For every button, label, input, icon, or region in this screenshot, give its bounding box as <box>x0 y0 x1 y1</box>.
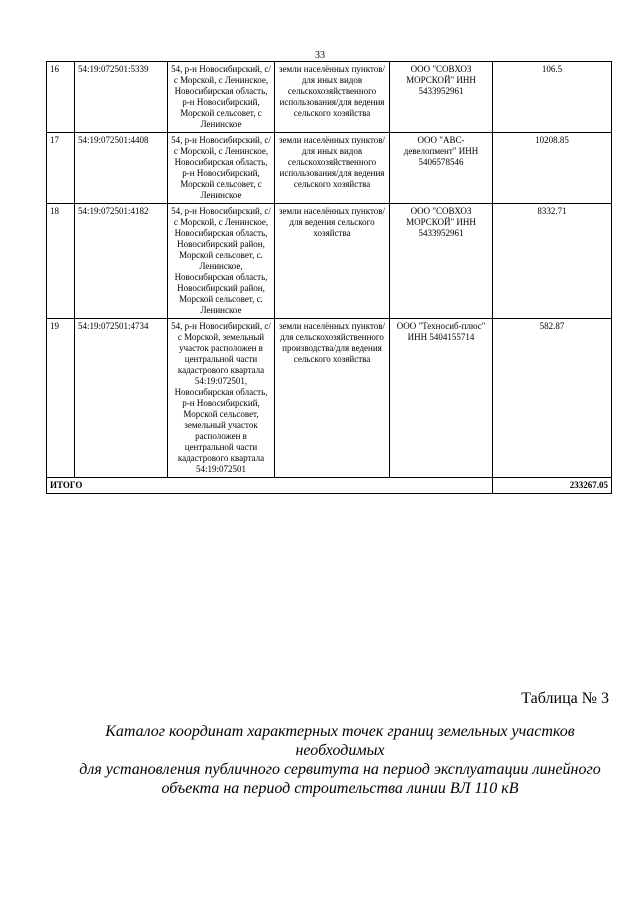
table-row <box>47 204 612 319</box>
land-category: земли населённых пунктов/для иных видов сельскохозяйственного использования/для ведения сельского хозяйства <box>275 133 390 204</box>
plot-address: 54, р-н Новосибирский, с/с Морской, с Ленинское, Новосибирская область, р-н Новосибирский, Морской сельсовет, с Ленинское <box>168 62 275 133</box>
owner: ООО "СОВХОЗ МОРСКОЙ" ИНН 5433952961 <box>390 62 493 133</box>
land-category: земли населённых пунктов/для иных видов сельскохозяйственного использования/для ведения сельского хозяйства <box>275 62 390 133</box>
area: 10208.85 <box>493 133 612 204</box>
row-number: 18 <box>47 204 75 319</box>
table-caption <box>60 722 620 798</box>
land-category: земли населённых пунктов/для ведения сельского хозяйства <box>275 204 390 319</box>
land-plots-table <box>46 61 612 494</box>
area: 582.87 <box>493 319 612 478</box>
row-number: 16 <box>47 62 75 133</box>
owner: ООО "СОВХОЗ МОРСКОЙ" ИНН 5433952961 <box>390 204 493 319</box>
caption-line: объекта на период строительства линии ВЛ 110 кВ <box>161 780 519 797</box>
area: 8332.71 <box>493 204 612 319</box>
cadastral-number: 54:19:072501:4182 <box>75 204 168 319</box>
owner: ООО "Техносиб-плюс" ИНН 5404155714 <box>390 319 493 478</box>
caption-line: Каталог координат характерных точек границ земельных участков необходимых <box>105 723 575 759</box>
owner: ООО "АВС-девелопмент" ИНН 5406578546 <box>390 133 493 204</box>
total-row <box>47 478 612 494</box>
cadastral-number: 54:19:072501:5339 <box>75 62 168 133</box>
area: 106.5 <box>493 62 612 133</box>
page-number: 33 <box>315 50 325 61</box>
cadastral-number: 54:19:072501:4408 <box>75 133 168 204</box>
total-label: ИТОГО <box>47 478 493 494</box>
plot-address: 54, р-н Новосибирский, с/с Морской, земельный участок расположен в центральной части кадастрового квартала 54:19:072501, Новосибирская область, р-н Новосибирский, Морской сельсовет, земельный участок расположен в центральной части кадастрового квартала 54:19:072501 <box>168 319 275 478</box>
land-category: земли населённых пунктов/для сельскохозяйственного производства/для ведения сельского хозяйства <box>275 319 390 478</box>
table-row <box>47 319 612 478</box>
plot-address: 54, р-н Новосибирский, с/с Морской, с Ленинское, Новосибирская область, Новосибирский район, Морской сельсовет, с. Ленинское, Новосибирская область, Новосибирский район, Морской сельсовет, с. Ленинское <box>168 204 275 319</box>
table-row <box>47 133 612 204</box>
row-number: 17 <box>47 133 75 204</box>
cadastral-number: 54:19:072501:4734 <box>75 319 168 478</box>
plot-address: 54, р-н Новосибирский, с/с Морской, с Ленинское, Новосибирская область, р-н Новосибирский, Морской сельсовет, с Ленинское <box>168 133 275 204</box>
total-value: 233267.05 <box>493 478 612 494</box>
caption-line: для установления публичного сервитута на период эксплуатации линейного <box>79 761 601 778</box>
table-row <box>47 62 612 133</box>
row-number: 19 <box>47 319 75 478</box>
table-title: Таблица № 3 <box>521 690 609 707</box>
